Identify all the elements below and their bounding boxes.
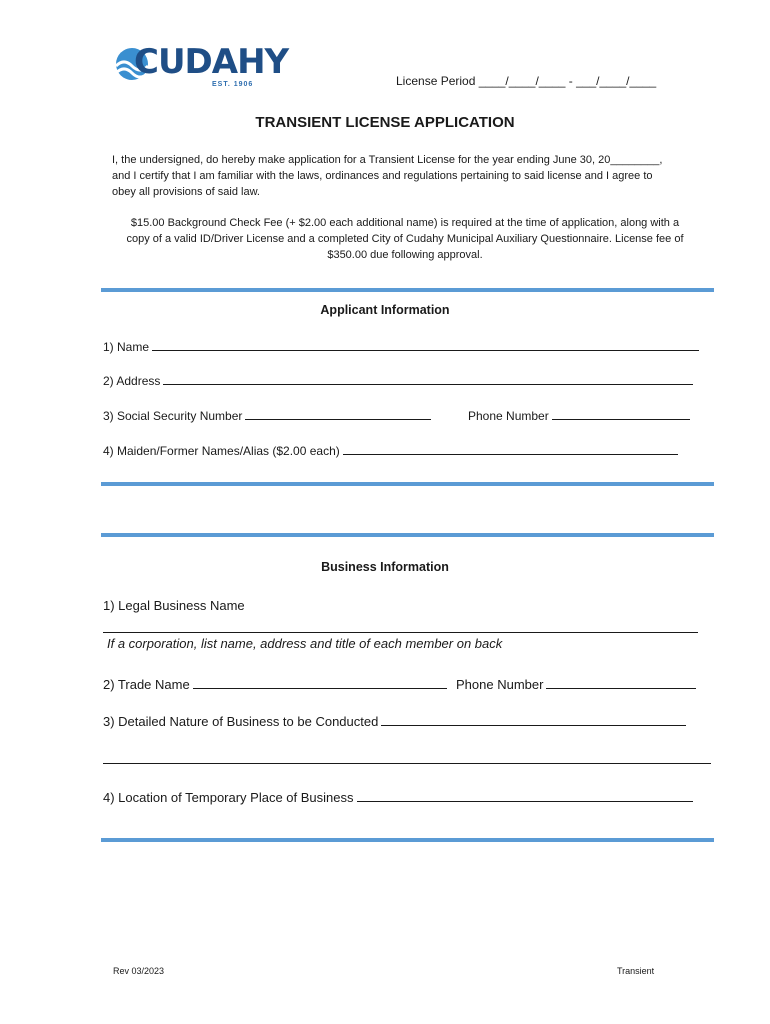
section-divider <box>101 838 714 842</box>
fee-line-3: $350.00 due following approval. <box>327 249 483 261</box>
business-phone-label: Phone Number <box>456 677 544 692</box>
ssn-label: 3) Social Security Number <box>103 409 243 423</box>
business-heading: Business Information <box>321 560 449 574</box>
location-field[interactable] <box>103 788 693 805</box>
intro-line-2: and I certify that I am familiar with the laws, ordinances and regulations pertaining to said license and I agree to <box>112 170 653 182</box>
location-blank[interactable] <box>357 788 693 802</box>
intro-line-1: I, the undersigned, do hereby make application for a Transient License for the year ending June 30, 20________, <box>112 154 663 166</box>
section-divider <box>101 482 714 486</box>
name-blank[interactable] <box>152 338 699 351</box>
address-blank[interactable] <box>163 372 693 385</box>
revision-date: Rev 03/2023 <box>113 966 165 976</box>
nature-blank-line-2[interactable] <box>103 763 711 764</box>
form-name: Transient <box>617 966 655 976</box>
license-period[interactable]: License Period ____/____/____ - ___/____/____ <box>396 74 657 88</box>
section-divider <box>101 288 714 292</box>
page-title: TRANSIENT LICENSE APPLICATION <box>255 114 515 131</box>
trade-name-label: 2) Trade Name <box>103 677 190 692</box>
nature-blank[interactable] <box>381 712 686 726</box>
location-label: 4) Location of Temporary Place of Business <box>103 790 354 805</box>
ssn-field[interactable] <box>103 407 431 423</box>
alias-label: 4) Maiden/Former Names/Alias ($2.00 each) <box>103 444 340 458</box>
address-label: 2) Address <box>103 374 161 388</box>
legal-name-blank[interactable] <box>103 632 698 633</box>
fee-line-2: copy of a valid ID/Driver License and a completed City of Cudahy Municipal Auxiliary Questionnaire. License fee of <box>126 233 684 245</box>
logo-text: CUDAHY <box>134 42 289 82</box>
trade-name-blank[interactable] <box>193 675 447 689</box>
phone-label: Phone Number <box>468 409 549 423</box>
intro-paragraph <box>112 152 692 200</box>
corporation-note: If a corporation, list name, address and title of each member on back <box>107 636 503 651</box>
alias-field[interactable] <box>103 442 678 458</box>
applicant-name-field[interactable] <box>103 338 699 354</box>
nature-label: 3) Detailed Nature of Business to be Conducted <box>103 714 379 729</box>
phone-blank[interactable] <box>552 407 690 420</box>
trade-name-field[interactable] <box>103 675 447 692</box>
applicant-phone-field[interactable] <box>468 407 690 423</box>
intro-line-3: obey all provisions of said law. <box>112 186 260 198</box>
ssn-blank[interactable] <box>245 407 431 420</box>
fee-paragraph <box>110 215 700 263</box>
nature-of-business-field[interactable] <box>103 712 686 729</box>
fee-line-1: $15.00 Background Check Fee (+ $2.00 each additional name) is required at the time of application, along with a <box>130 217 680 229</box>
applicant-heading: Applicant Information <box>320 303 450 317</box>
business-phone-blank[interactable] <box>546 675 696 689</box>
legal-name-label: 1) Legal Business Name <box>103 598 245 613</box>
alias-blank[interactable] <box>343 442 678 455</box>
logo-established: EST. 1906 <box>212 81 254 88</box>
cudahy-logo <box>112 42 289 94</box>
business-phone-field[interactable] <box>456 675 696 692</box>
applicant-address-field[interactable] <box>103 372 693 388</box>
section-divider <box>101 533 714 537</box>
name-label: 1) Name <box>103 340 150 354</box>
